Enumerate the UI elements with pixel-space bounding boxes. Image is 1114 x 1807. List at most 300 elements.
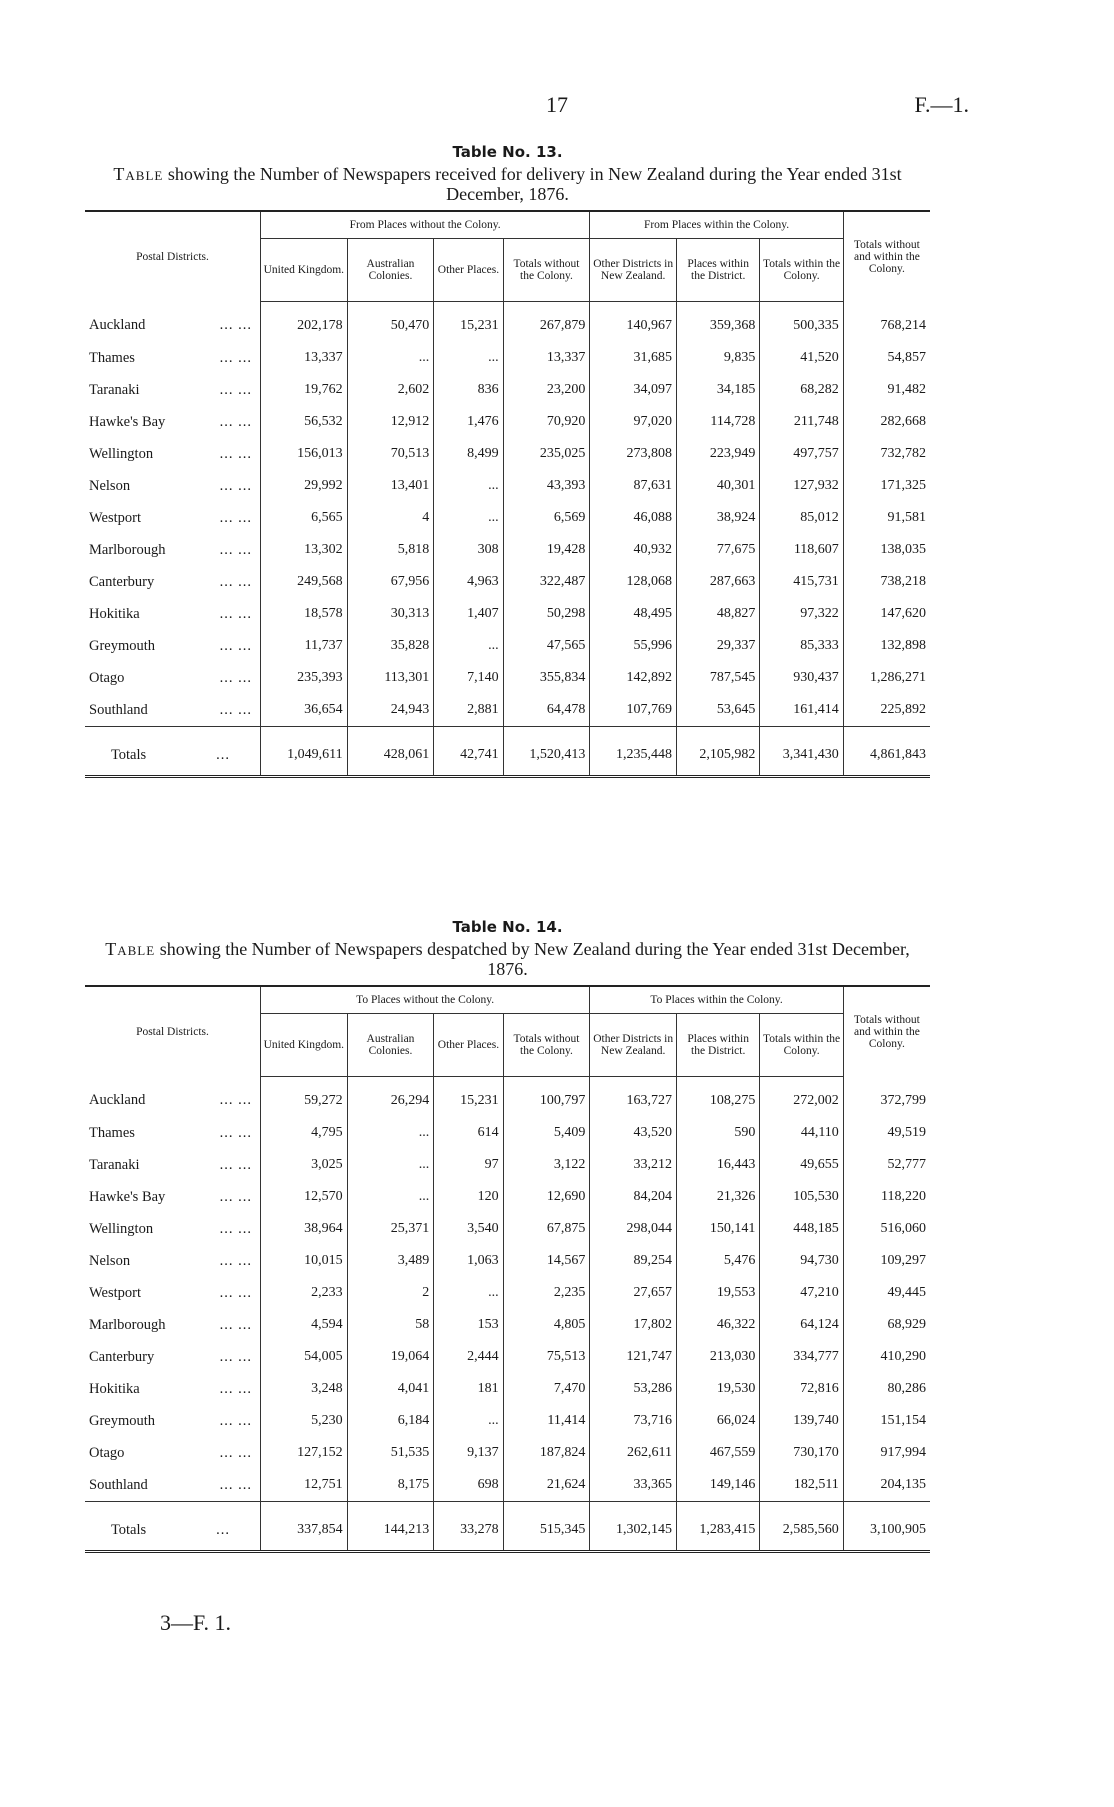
value-cell: 6,565 [260,502,347,534]
value-cell: 3,025 [260,1149,347,1181]
value-cell: 120 [434,1181,503,1213]
district-name: Nelson [89,477,131,494]
district-name: Thames [89,1124,135,1141]
value-cell: 18,578 [260,598,347,630]
value-cell: 204,135 [843,1469,930,1502]
value-cell: 225,892 [843,694,930,727]
value-cell: 13,337 [503,342,590,374]
value-cell: 66,024 [676,1405,759,1437]
value-cell: 11,737 [260,630,347,662]
value-cell: 26,294 [347,1077,434,1118]
value-cell: 7,470 [503,1373,590,1405]
value-cell: 70,513 [347,438,434,470]
value-cell: 58 [347,1309,434,1341]
totals-row [85,727,930,777]
value-cell: 38,924 [676,502,759,534]
value-cell: ... [434,1405,503,1437]
value-cell: 77,675 [676,534,759,566]
district-name: Southland [89,701,148,718]
value-cell: 48,495 [590,598,677,630]
district-name: Marlborough [89,541,166,558]
value-cell: 698 [434,1469,503,1502]
district-name: Hawke's Bay [89,413,166,430]
value-cell: 12,751 [260,1469,347,1502]
value-cell: ... [434,470,503,502]
value-cell: 54,857 [843,342,930,374]
value-cell: 138,035 [843,534,930,566]
value-cell: 49,655 [760,1149,843,1181]
table-row [85,1077,930,1118]
total-value-cell: 1,235,448 [590,727,677,777]
value-cell: 12,912 [347,406,434,438]
value-cell: 19,762 [260,374,347,406]
table-row [85,1117,930,1149]
district-cell: ... ... Taranaki [89,381,252,398]
value-cell: 2,602 [347,374,434,406]
total-value-cell: 4,861,843 [843,727,930,777]
table-row [85,1437,930,1469]
value-cell: 38,964 [260,1213,347,1245]
value-cell: 153 [434,1309,503,1341]
district-cell: ... ... Hawke's Bay [89,413,252,430]
value-cell: 29,992 [260,470,347,502]
value-cell: 67,875 [503,1213,590,1245]
value-cell: 730,170 [760,1437,843,1469]
value-cell: 5,409 [503,1117,590,1149]
value-cell: 85,012 [760,502,843,534]
header-postal-districts: Postal Districts. [85,211,260,302]
value-cell: 85,333 [760,630,843,662]
value-cell: 68,929 [843,1309,930,1341]
value-cell: 2 [347,1277,434,1309]
value-cell: 91,482 [843,374,930,406]
value-cell: 59,272 [260,1077,347,1118]
value-cell: 4,805 [503,1309,590,1341]
table-row [85,406,930,438]
value-cell: 16,443 [676,1149,759,1181]
district-cell: ... ... Marlborough [89,1316,252,1333]
value-cell: 80,286 [843,1373,930,1405]
value-cell: 15,231 [434,1077,503,1118]
header-postal-districts: Postal Districts. [85,986,260,1077]
header-col-5: Places within the District. [676,1014,759,1077]
value-cell: 87,631 [590,470,677,502]
table-number: Table No. 13. [452,143,563,161]
district-cell: ... ... Greymouth [89,1412,252,1429]
value-cell: 590 [676,1117,759,1149]
value-cell: 273,808 [590,438,677,470]
district-cell: ... ... Nelson [89,477,252,494]
district-name: Wellington [89,445,154,462]
value-cell: 24,943 [347,694,434,727]
value-cell: 47,565 [503,630,590,662]
district-name: Nelson [89,1252,131,1269]
value-cell: 35,828 [347,630,434,662]
value-cell: 223,949 [676,438,759,470]
table-row [85,534,930,566]
value-cell: 3,122 [503,1149,590,1181]
value-cell: 19,553 [676,1277,759,1309]
header-col-6: Totals within the Colony. [760,1014,843,1077]
value-cell: 372,799 [843,1077,930,1118]
district-cell: ... ... Wellington [89,1220,252,1237]
header-col-6: Totals within the Colony. [760,239,843,302]
header-col-1: Australian Colonies. [347,239,434,302]
value-cell: 4,963 [434,566,503,598]
table-row [85,502,930,534]
value-cell: 121,747 [590,1341,677,1373]
value-cell: 25,371 [347,1213,434,1245]
value-cell: 287,663 [676,566,759,598]
total-value-cell: 2,105,982 [676,727,759,777]
value-cell: 84,204 [590,1181,677,1213]
value-cell: ... [434,630,503,662]
district-name: Westport [89,509,141,526]
value-cell: 2,233 [260,1277,347,1309]
value-cell: 118,220 [843,1181,930,1213]
header-group-within: To Places within the Colony. [590,986,843,1014]
value-cell: ... [347,342,434,374]
district-name: Canterbury [89,573,155,590]
value-cell: 3,248 [260,1373,347,1405]
header-group-within: From Places within the Colony. [590,211,843,239]
value-cell: 334,777 [760,1341,843,1373]
value-cell: 355,834 [503,662,590,694]
value-cell: 282,668 [843,406,930,438]
value-cell: 516,060 [843,1213,930,1245]
value-cell: 132,898 [843,630,930,662]
value-cell: 127,932 [760,470,843,502]
table-row [85,662,930,694]
value-cell: 30,313 [347,598,434,630]
table-13 [85,210,930,778]
table-row [85,342,930,374]
header-col-1: Australian Colonies. [347,1014,434,1077]
table-14 [85,985,930,1553]
table-row [85,598,930,630]
table-row [85,470,930,502]
total-value-cell: 1,283,415 [676,1502,759,1552]
value-cell: 41,520 [760,342,843,374]
value-cell: 202,178 [260,302,347,343]
table-13-section [85,143,930,778]
value-cell: 36,654 [260,694,347,727]
value-cell: 497,757 [760,438,843,470]
value-cell: 33,212 [590,1149,677,1181]
district-name: Hokitika [89,1380,140,1397]
district-name: Auckland [89,317,146,334]
value-cell: 738,218 [843,566,930,598]
value-cell: 43,393 [503,470,590,502]
value-cell: 359,368 [676,302,759,343]
value-cell: 151,154 [843,1405,930,1437]
table-row [85,1181,930,1213]
district-name: Greymouth [89,637,156,654]
value-cell: 17,802 [590,1309,677,1341]
value-cell: 128,068 [590,566,677,598]
value-cell: 262,611 [590,1437,677,1469]
value-cell: 54,005 [260,1341,347,1373]
value-cell: ... [434,342,503,374]
value-cell: 27,657 [590,1277,677,1309]
district-cell: ... ... Southland [89,1476,252,1493]
district-name: Hawke's Bay [89,1188,166,1205]
value-cell: 836 [434,374,503,406]
value-cell: 49,445 [843,1277,930,1309]
table-row [85,1469,930,1502]
value-cell: 1,476 [434,406,503,438]
value-cell: 52,777 [843,1149,930,1181]
value-cell: 94,730 [760,1245,843,1277]
header-col-4: Other Districts in New Zealand. [590,1014,677,1077]
table-title-text: showing the Number of Newspapers despatched by New Zealand during the Year ended 31st December, 1876. [159,939,910,979]
total-value-cell: 337,854 [260,1502,347,1552]
value-cell: 3,540 [434,1213,503,1245]
district-name: Greymouth [89,1412,156,1429]
value-cell: 8,175 [347,1469,434,1502]
value-cell: 40,932 [590,534,677,566]
value-cell: 21,624 [503,1469,590,1502]
value-cell: ... [347,1181,434,1213]
table-row [85,302,930,343]
value-cell: ... [347,1149,434,1181]
value-cell: 118,607 [760,534,843,566]
table-row [85,1309,930,1341]
header-col-3: Totals without the Colony. [503,1014,590,1077]
header-col-7: Totals without and within the Colony. [843,986,930,1077]
value-cell: 47,210 [760,1277,843,1309]
value-cell: 100,797 [503,1077,590,1118]
total-value-cell: 3,100,905 [843,1502,930,1552]
page-number: 17 [546,92,568,117]
value-cell: 49,519 [843,1117,930,1149]
totals-label-cell: Totals ... [85,1502,260,1552]
table-row [85,1245,930,1277]
value-cell: 34,097 [590,374,677,406]
table-title [85,939,930,979]
total-value-cell: 1,049,611 [260,727,347,777]
value-cell: 7,140 [434,662,503,694]
value-cell: 4,795 [260,1117,347,1149]
district-name: Southland [89,1476,148,1493]
totals-label-cell: Totals ... [85,727,260,777]
value-cell: ... [347,1117,434,1149]
value-cell: 2,881 [434,694,503,727]
value-cell: 614 [434,1117,503,1149]
value-cell: 272,002 [760,1077,843,1118]
value-cell: 211,748 [760,406,843,438]
value-cell: 72,816 [760,1373,843,1405]
value-cell: 11,414 [503,1405,590,1437]
value-cell: 2,444 [434,1341,503,1373]
district-cell: ... ... Thames [89,349,252,366]
value-cell: 5,476 [676,1245,759,1277]
table-14-section [85,918,930,1553]
header-col-7: Totals without and within the Colony. [843,211,930,302]
table-title-text: showing the Number of Newspapers received for delivery in New Zealand during the Year ended 31st December, 1876. [167,164,902,204]
value-cell: 4 [347,502,434,534]
value-cell: 768,214 [843,302,930,343]
district-name: Marlborough [89,1316,166,1333]
value-cell: 4,041 [347,1373,434,1405]
value-cell: 19,064 [347,1341,434,1373]
district-cell: ... ... Thames [89,1124,252,1141]
value-cell: 5,230 [260,1405,347,1437]
value-cell: 97,020 [590,406,677,438]
value-cell: 2,235 [503,1277,590,1309]
value-cell: 33,365 [590,1469,677,1502]
district-cell: ... ... Otago [89,1444,252,1461]
totals-row [85,1502,930,1552]
value-cell: 1,063 [434,1245,503,1277]
value-cell: 50,470 [347,302,434,343]
total-value-cell: 33,278 [434,1502,503,1552]
value-cell: 64,124 [760,1309,843,1341]
value-cell: 10,015 [260,1245,347,1277]
value-cell: 9,137 [434,1437,503,1469]
value-cell: 15,231 [434,302,503,343]
value-cell: 181 [434,1373,503,1405]
value-cell: 55,996 [590,630,677,662]
header-col-2: Other Places. [434,239,503,302]
header-col-0: United Kingdom. [260,1014,347,1077]
district-name: Taranaki [89,381,140,398]
header-col-4: Other Districts in New Zealand. [590,239,677,302]
header-col-5: Places within the District. [676,239,759,302]
value-cell: 467,559 [676,1437,759,1469]
value-cell: 139,740 [760,1405,843,1437]
value-cell: 1,286,271 [843,662,930,694]
value-cell: 12,570 [260,1181,347,1213]
district-cell: ... ... Auckland [89,317,252,334]
district-cell: ... ... Westport [89,1284,252,1301]
district-name: Auckland [89,1092,146,1109]
value-cell: 149,146 [676,1469,759,1502]
value-cell: 89,254 [590,1245,677,1277]
value-cell: 13,401 [347,470,434,502]
district-cell: ... ... Westport [89,509,252,526]
value-cell: 91,581 [843,502,930,534]
value-cell: ... [434,1277,503,1309]
district-cell: ... ... Hokitika [89,1380,252,1397]
value-cell: 70,920 [503,406,590,438]
district-cell: ... ... Greymouth [89,637,252,654]
header-col-2: Other Places. [434,1014,503,1077]
value-cell: 448,185 [760,1213,843,1245]
value-cell: 46,088 [590,502,677,534]
value-cell: 298,044 [590,1213,677,1245]
value-cell: 14,567 [503,1245,590,1277]
value-cell: 150,141 [676,1213,759,1245]
header-group-without: From Places without the Colony. [260,211,589,239]
value-cell: 147,620 [843,598,930,630]
value-cell: 44,110 [760,1117,843,1149]
table-row [85,438,930,470]
value-cell: 68,282 [760,374,843,406]
value-cell: 43,520 [590,1117,677,1149]
table-number: Table No. 14. [452,918,563,936]
value-cell: 930,437 [760,662,843,694]
footer-code: 3—F. 1. [160,1610,231,1635]
value-cell: 53,286 [590,1373,677,1405]
value-cell: 182,511 [760,1469,843,1502]
value-cell: 107,769 [590,694,677,727]
district-name: Canterbury [89,1348,155,1365]
total-value-cell: 515,345 [503,1502,590,1552]
total-value-cell: 3,341,430 [760,727,843,777]
value-cell: 50,298 [503,598,590,630]
table-row [85,1341,930,1373]
value-cell: 19,428 [503,534,590,566]
district-cell: ... ... Hokitika [89,605,252,622]
value-cell: 67,956 [347,566,434,598]
value-cell: 34,185 [676,374,759,406]
value-cell: 13,302 [260,534,347,566]
table-title [85,164,930,204]
district-name: Westport [89,1284,141,1301]
district-cell: ... ... Auckland [89,1092,252,1109]
value-cell: 187,824 [503,1437,590,1469]
value-cell: 171,325 [843,470,930,502]
total-value-cell: 2,585,560 [760,1502,843,1552]
table-row [85,694,930,727]
value-cell: 109,297 [843,1245,930,1277]
value-cell: 46,322 [676,1309,759,1341]
value-cell: 75,513 [503,1341,590,1373]
value-cell: ... [434,502,503,534]
district-cell: ... ... Hawke's Bay [89,1188,252,1205]
value-cell: 29,337 [676,630,759,662]
value-cell: 161,414 [760,694,843,727]
value-cell: 73,716 [590,1405,677,1437]
value-cell: 410,290 [843,1341,930,1373]
value-cell: 23,200 [503,374,590,406]
total-value-cell: 42,741 [434,727,503,777]
value-cell: 249,568 [260,566,347,598]
value-cell: 97,322 [760,598,843,630]
district-cell: ... ... Southland [89,701,252,718]
district-cell: ... ... Wellington [89,445,252,462]
value-cell: 113,301 [347,662,434,694]
value-cell: 1,407 [434,598,503,630]
district-name: Thames [89,349,135,366]
value-cell: 322,487 [503,566,590,598]
header-col-3: Totals without the Colony. [503,239,590,302]
table-row [85,1213,930,1245]
value-cell: 9,835 [676,342,759,374]
table-row [85,374,930,406]
value-cell: 163,727 [590,1077,677,1118]
table-row [85,1405,930,1437]
table-row [85,1373,930,1405]
district-cell: ... ... Otago [89,669,252,686]
value-cell: 787,545 [676,662,759,694]
district-cell: ... ... Taranaki [89,1156,252,1173]
header-group-without: To Places without the Colony. [260,986,589,1014]
table-row [85,566,930,598]
district-cell: ... ... Canterbury [89,1348,252,1365]
value-cell: 108,275 [676,1077,759,1118]
district-cell: ... ... Nelson [89,1252,252,1269]
value-cell: 6,184 [347,1405,434,1437]
value-cell: 53,645 [676,694,759,727]
table-row [85,1149,930,1181]
value-cell: 19,530 [676,1373,759,1405]
value-cell: 64,478 [503,694,590,727]
value-cell: 6,569 [503,502,590,534]
page-code: F.—1. [914,92,969,117]
table-row [85,1277,930,1309]
